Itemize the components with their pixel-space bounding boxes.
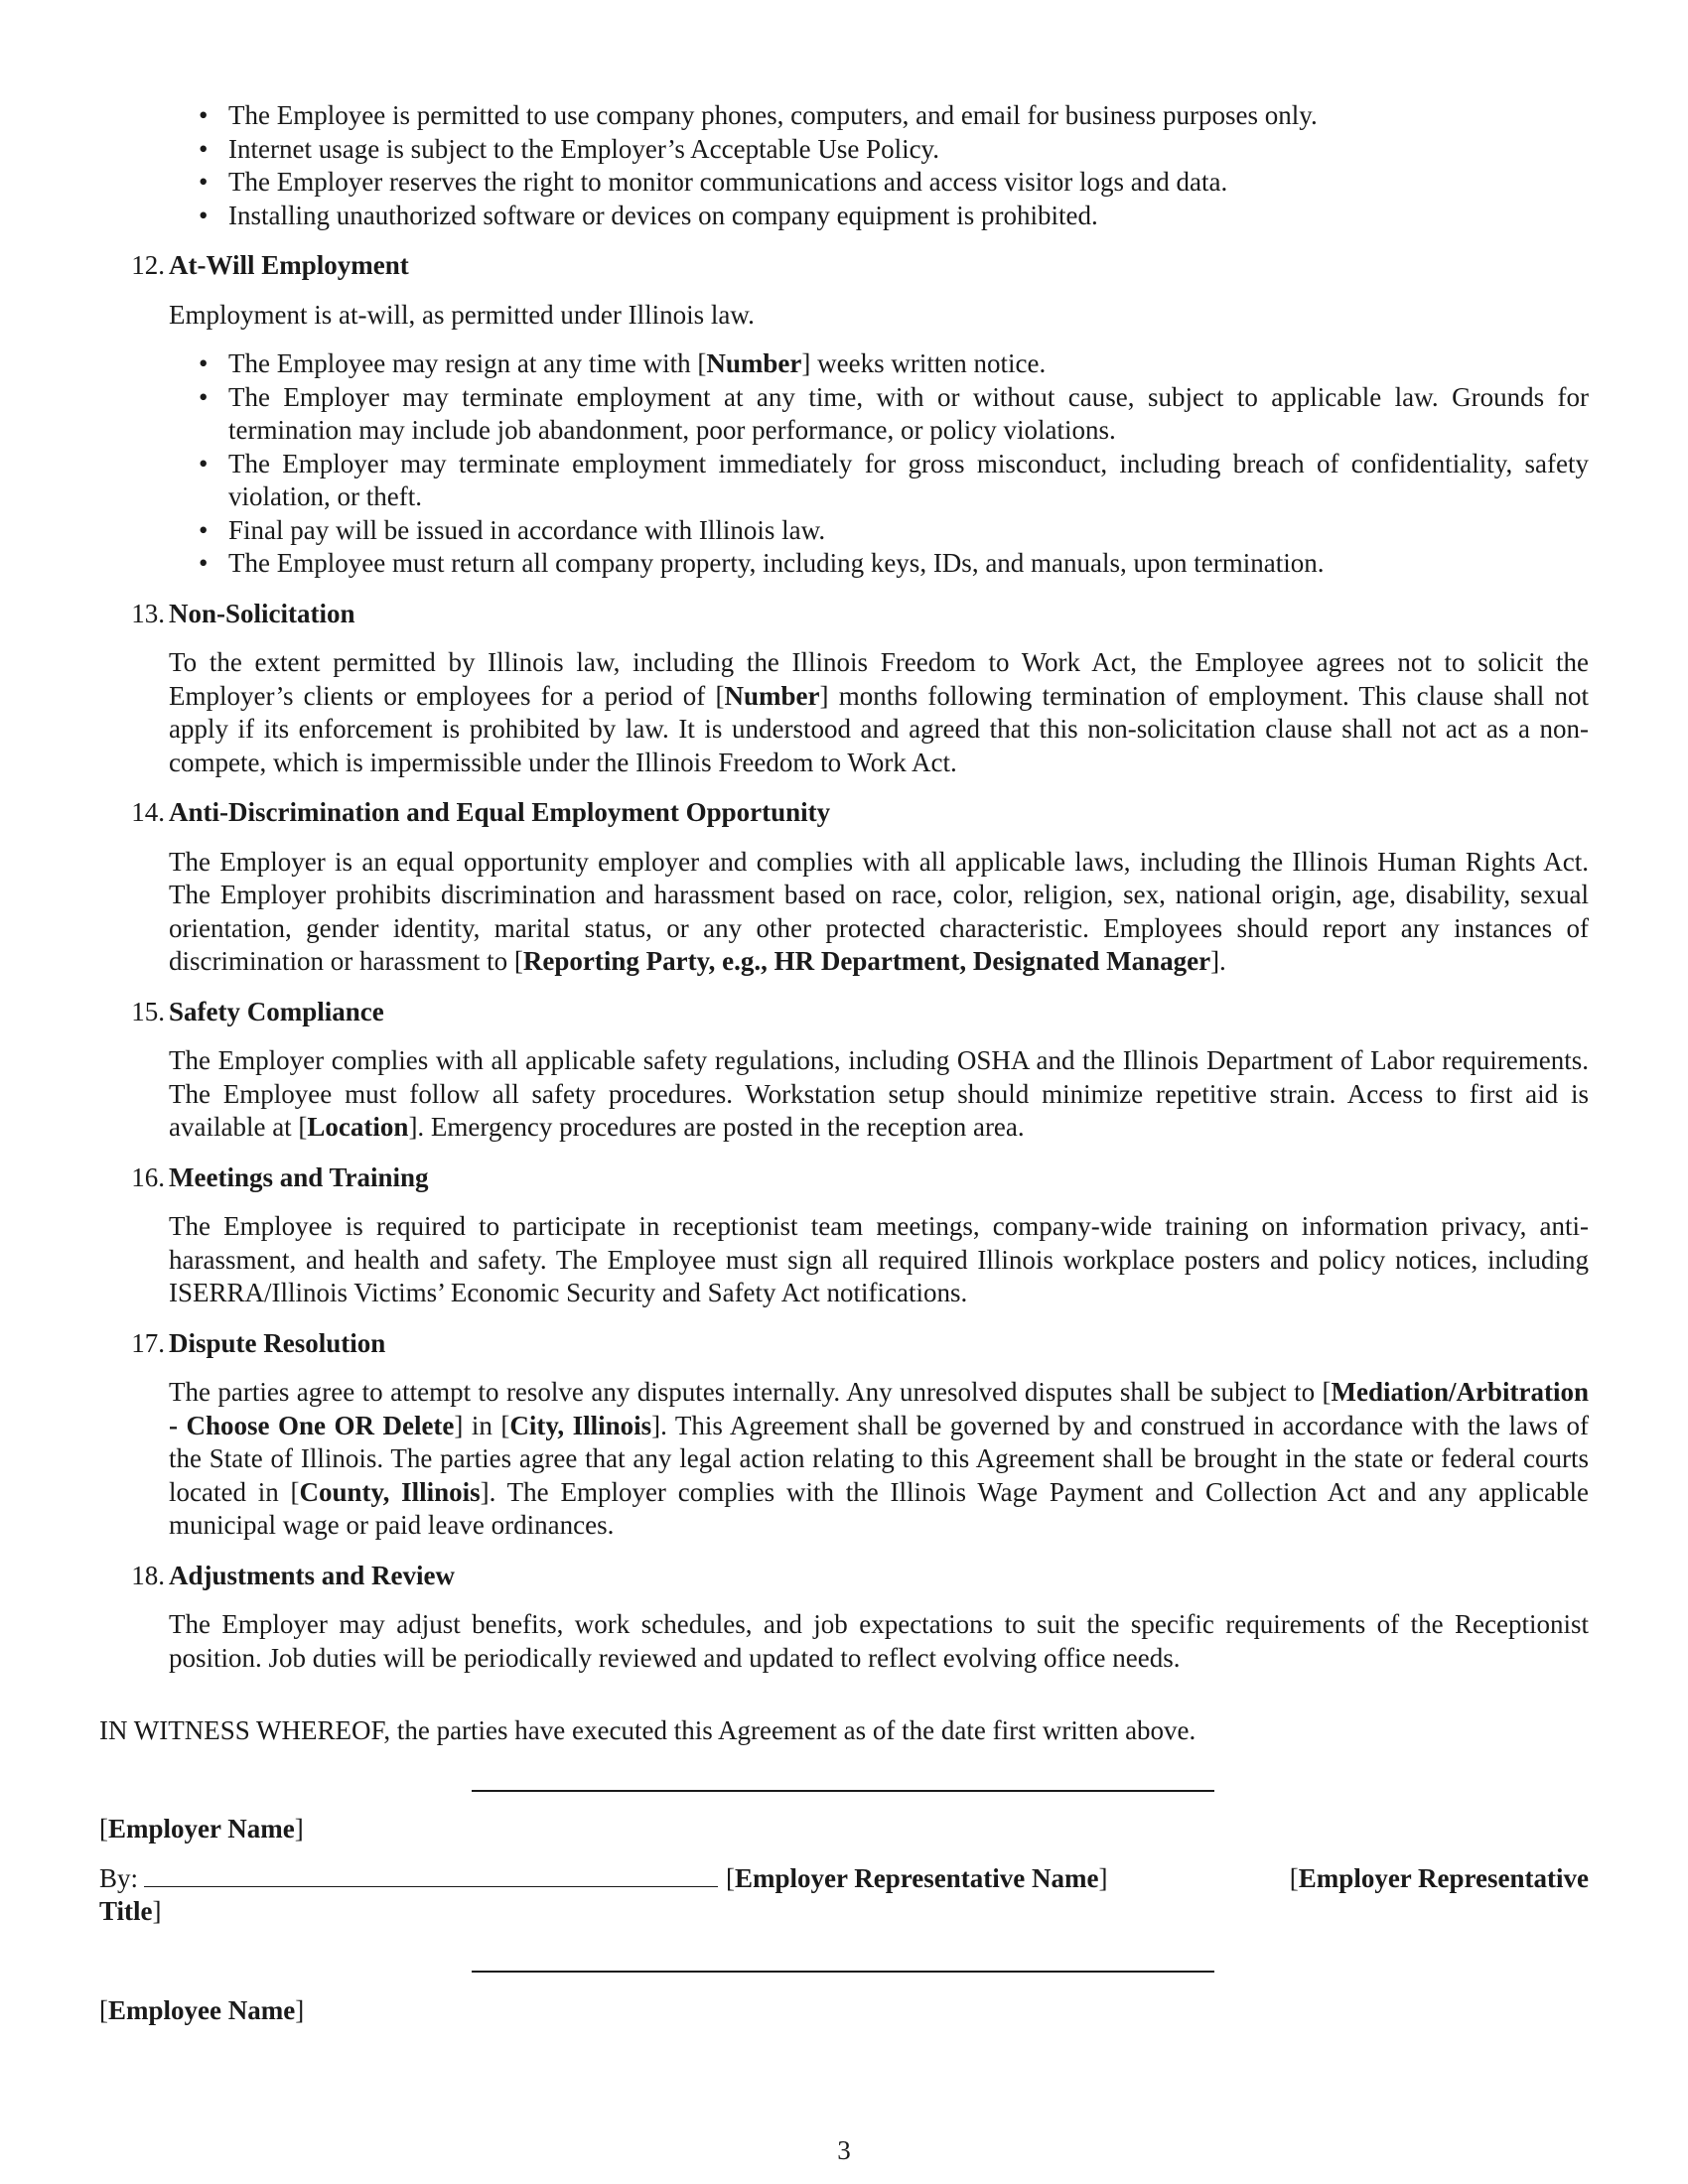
- representative-title-placeholder: Employer Representative: [1298, 1863, 1589, 1893]
- section-adjustments-review: [99, 1560, 1589, 1676]
- list-item: • The Employer may terminate employment immediately for gross misconduct, including breach of confidentiality, safety violation, or theft.: [99, 448, 1589, 514]
- section-title: Safety Compliance: [169, 996, 384, 1026]
- by-signature-row: By: [Employer Representative Name] [Employer Representative: [99, 1863, 1589, 1893]
- placeholder-field: Number: [724, 680, 820, 711]
- intro-bullet-list: [99, 99, 1589, 232]
- section-number: 16.: [131, 1161, 165, 1192]
- section-dispute-resolution: [99, 1327, 1589, 1543]
- representative-title-continuation: Title]: [99, 1896, 162, 1926]
- section-number: 13.: [131, 598, 165, 628]
- section-paragraph: The Employee is required to participate in receptionist team meetings, company-wide training on information privacy, anti-harassment, and health and safety. The Employee must sign all required Illinois workplace posters and policy notices, including ISERRA/Illinois Victims’ Economic Security and Safety Act notifications.: [169, 1211, 1589, 1307]
- witness-clause: IN WITNESS WHEREOF, the parties have executed this Agreement as of the date first written above.: [99, 1715, 1196, 1745]
- section-paragraph: To the extent permitted by Illinois law, including the Illinois Freedom to Work Act, the Employee agrees not to solicit the Employer’s clients or employees for a period of [Number] months following termination of employment. This clause shall not apply if its enforcement is prohibited by law. It is understood and agreed that this non-solicitation clause shall not act as a non-compete, which is impermissible under the Illinois Freedom to Work Act.: [169, 647, 1589, 777]
- employer-signature-line: [472, 1790, 1214, 1792]
- list-item: • The Employee may resign at any time with [Number] weeks written notice.: [99, 347, 1589, 381]
- section-non-solicitation: [99, 598, 1589, 780]
- list-item: • Internet usage is subject to the Employer’s Acceptable Use Policy.: [99, 133, 1589, 167]
- section-number: 14.: [131, 797, 165, 827]
- section-number: 15.: [131, 996, 165, 1026]
- list-item: • The Employee is permitted to use company phones, computers, and email for business purposes only.: [99, 99, 1589, 133]
- placeholder-field: City, Illinois: [509, 1410, 652, 1440]
- section-meetings-training: [99, 1161, 1589, 1310]
- section-number: 12.: [131, 250, 165, 280]
- placeholder-field: Location: [307, 1112, 409, 1142]
- placeholder-field: Number: [706, 348, 802, 378]
- employer-name-label: [Employer Name]: [99, 1814, 304, 1843]
- list-item: • The Employee must return all company property, including keys, IDs, and manuals, upon termination.: [99, 547, 1589, 581]
- section-title: Anti-Discrimination and Equal Employment Opportunity: [169, 797, 831, 827]
- employee-signature-line: [472, 1971, 1214, 1973]
- list-item: • Final pay will be issued in accordance with Illinois law.: [99, 514, 1589, 548]
- page-number: 3: [837, 2135, 851, 2165]
- list-item: • The Employer may terminate employment at any time, with or without cause, subject to applicable law. Grounds for termination may include job abandonment, poor performance, or policy violations.: [99, 381, 1589, 448]
- section-paragraph: The Employer is an equal opportunity employer and complies with all applicable laws, including the Illinois Human Rights Act. The Employer prohibits discrimination and harassment based on race, color, religion, sex, national origin, age, disability, sexual orientation, gender identity, marital status, or any other protected characteristic. Employees should report any instances of discrimination or harassment to [Reporting Party, e.g., HR Department, Designated Manager].: [169, 846, 1589, 976]
- termination-bullet-list: [99, 347, 1589, 581]
- section-title: Non-Solicitation: [169, 598, 355, 628]
- page-content: [99, 99, 1589, 1675]
- section-at-will-employment: [99, 249, 1589, 581]
- representative-signature-line: [144, 1864, 718, 1887]
- section-anti-discrimination: [99, 796, 1589, 979]
- section-paragraph: The Employer complies with all applicable safety regulations, including OSHA and the Illinois Department of Labor requirements. The Employee must follow all safety procedures. Workstation setup should minimize repetitive strain. Access to first aid is available at [Location]. Emergency procedures are posted in the reception area.: [169, 1045, 1589, 1142]
- placeholder-field: Reporting Party, e.g., HR Department, Designated Manager: [522, 946, 1211, 976]
- representative-name-placeholder: Employer Representative Name: [735, 1863, 1099, 1893]
- section-paragraph: The Employer may adjust benefits, work schedules, and job expectations to suit the specific requirements of the Receptionist position. Job duties will be periodically reviewed and updated to reflect evolving office needs.: [169, 1609, 1589, 1673]
- by-label: By:: [99, 1863, 139, 1893]
- list-item: • The Employer reserves the right to monitor communications and access visitor logs and data.: [99, 166, 1589, 200]
- section-title: Adjustments and Review: [169, 1560, 456, 1590]
- placeholder-field: Mediation/Arbitration - Choose One OR Delete: [169, 1377, 1589, 1440]
- placeholder-field: County, Illinois: [299, 1476, 481, 1507]
- section-number: 18.: [131, 1560, 165, 1590]
- section-safety-compliance: [99, 996, 1589, 1145]
- section-intro: Employment is at-will, as permitted under Illinois law.: [169, 299, 755, 330]
- section-title: At-Will Employment: [169, 250, 409, 280]
- employee-name-label: [Employee Name]: [99, 1995, 305, 2025]
- section-number: 17.: [131, 1327, 165, 1358]
- section-title: Dispute Resolution: [169, 1327, 386, 1358]
- section-title: Meetings and Training: [169, 1161, 429, 1192]
- section-paragraph: The parties agree to attempt to resolve any disputes internally. Any unresolved disputes shall be subject to [Mediation/Arbitration - Choose One OR Delete] in [City, Illinois]. This Agreement shall be governed by and construed in accordance with the laws of the State of Illinois. The parties agree that any legal action relating to this Agreement shall be brought in the state or federal courts located in [County, Illinois]. The Employer complies with the Illinois Wage Payment and Collection Act and any applicable municipal wage or paid leave ordinances.: [169, 1377, 1589, 1540]
- list-item: • Installing unauthorized software or devices on company equipment is prohibited.: [99, 200, 1589, 233]
